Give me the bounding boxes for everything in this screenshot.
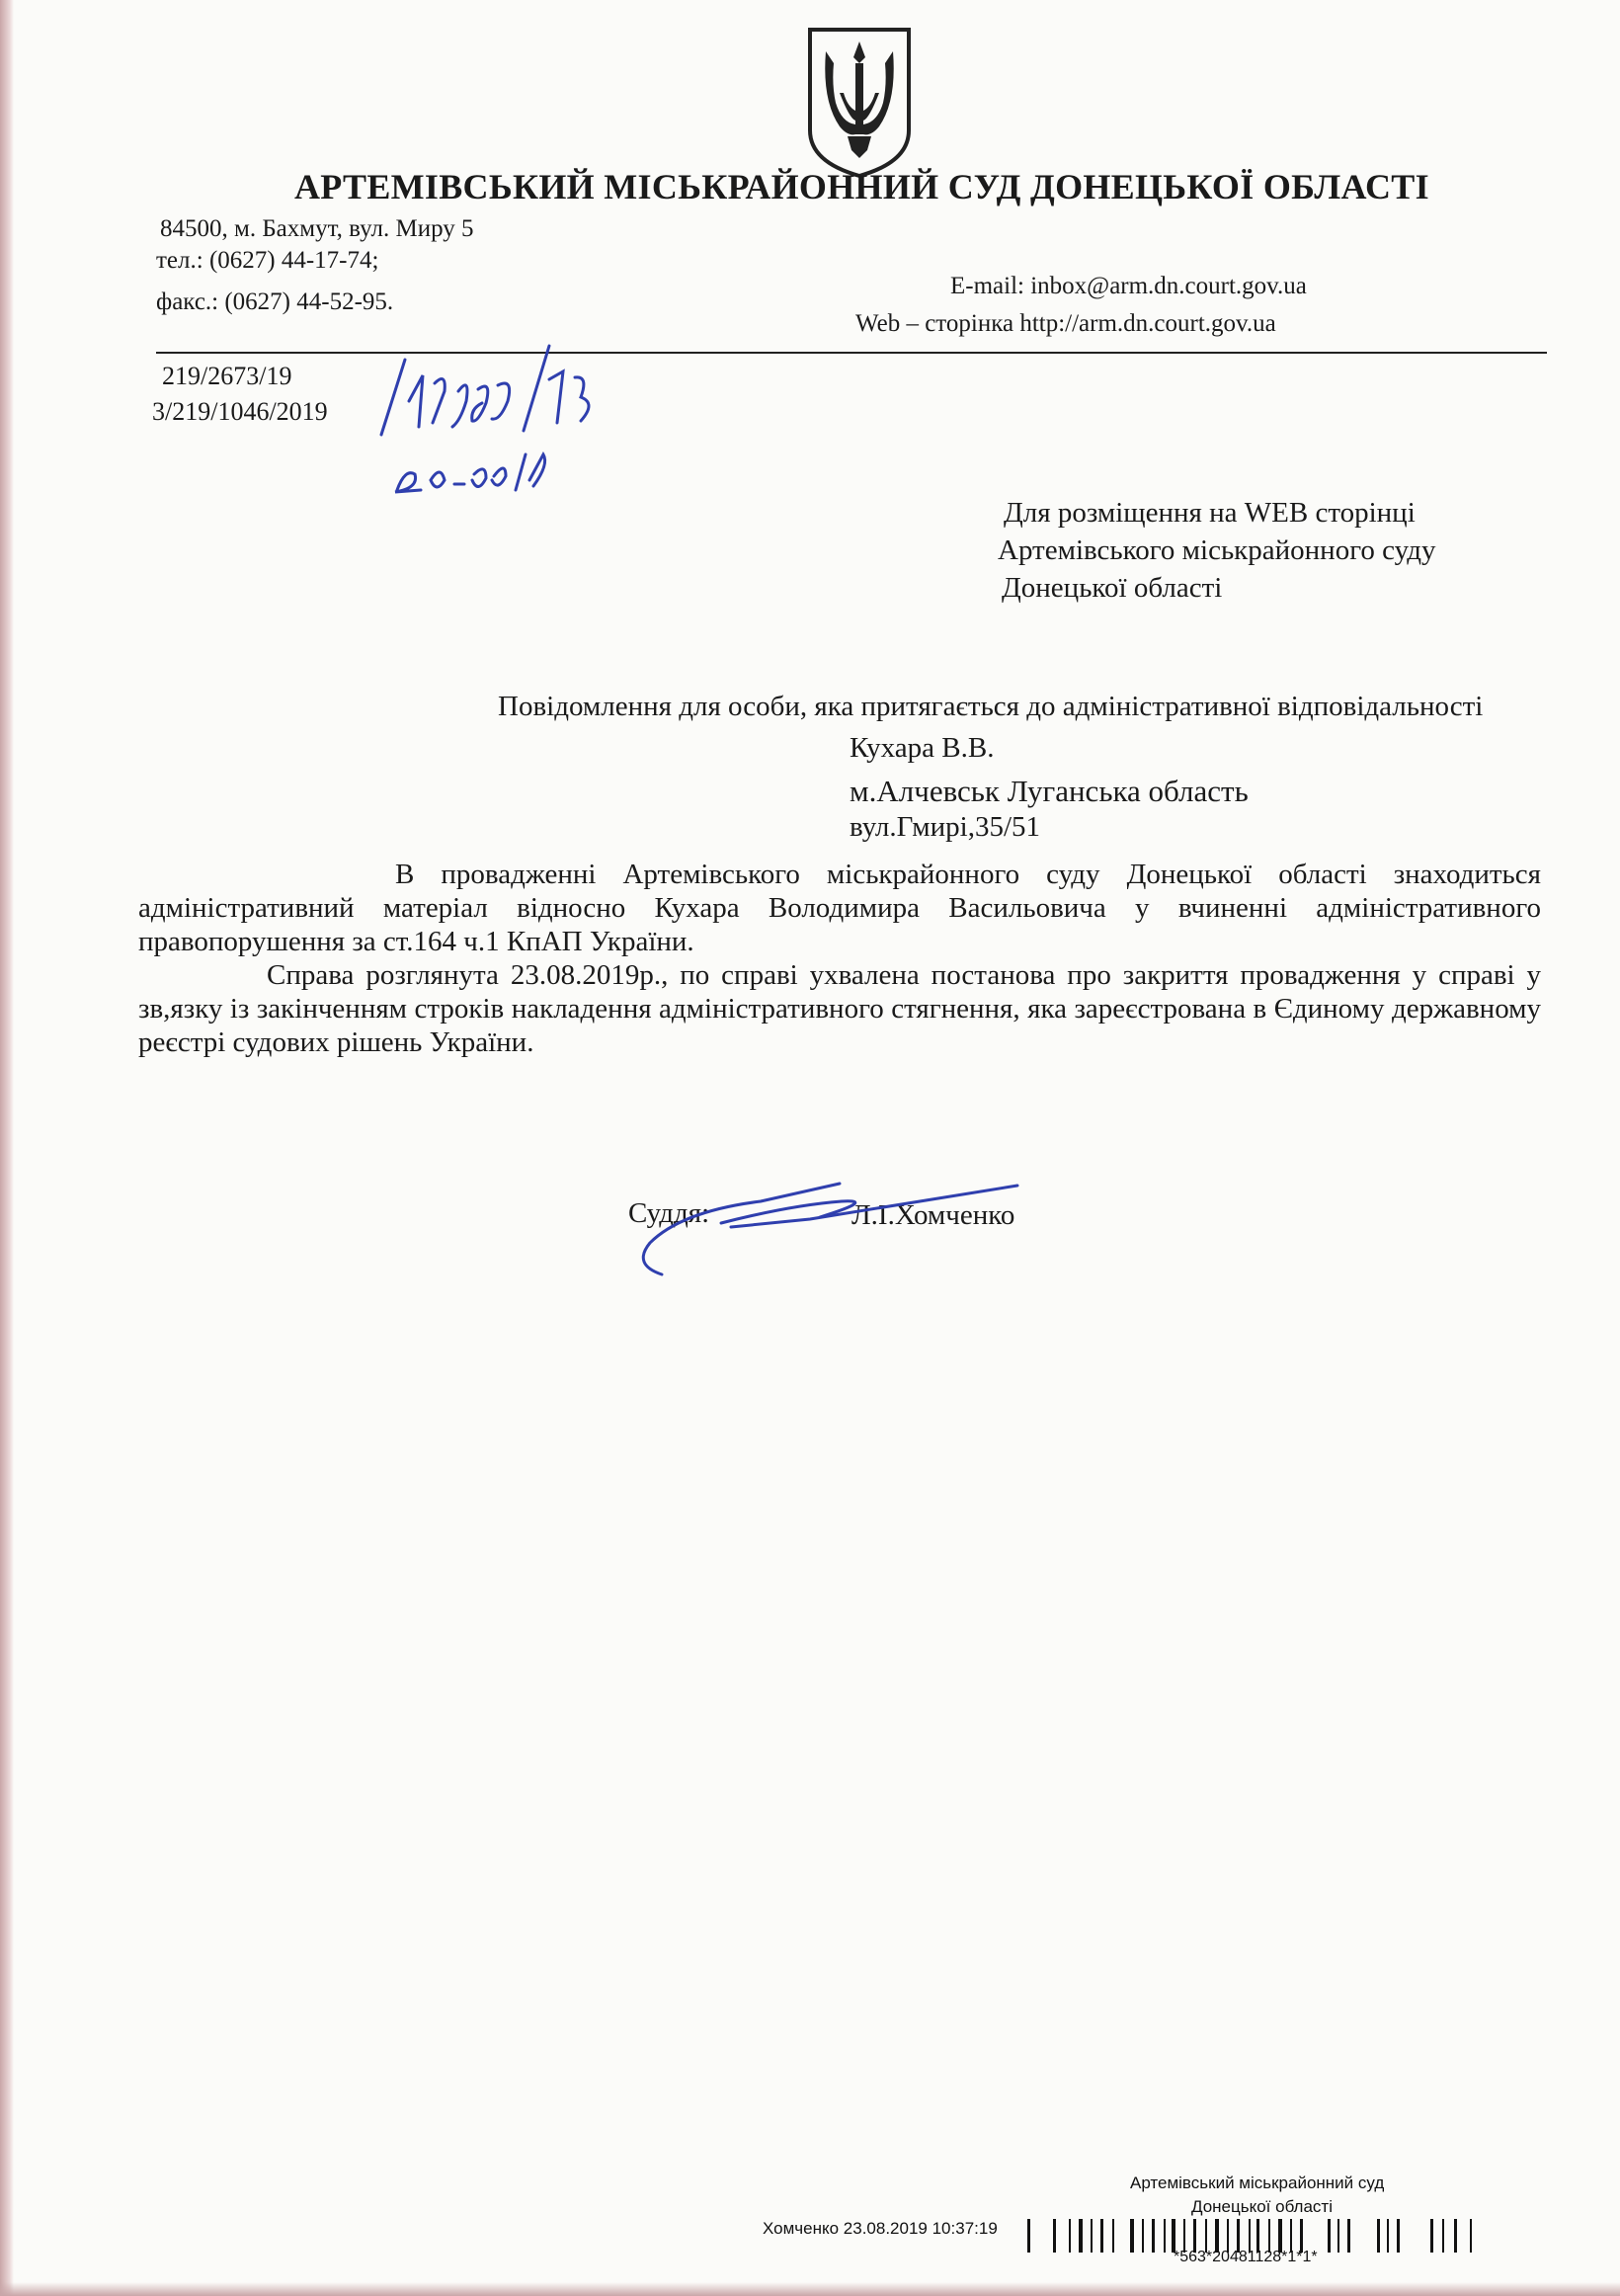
court-phone: тел.: (0627) 44-17-74; [156,247,379,274]
barcode-code: *563*20481128*1*1* [1174,2249,1318,2265]
stamp-signed-timestamp: Хомченко 23.08.2019 10:37:19 [763,2219,998,2238]
placement-note-line1: Для розміщення на WEB сторінці [1004,497,1416,529]
scan-edge-left [0,0,14,2296]
trident-icon [800,24,919,182]
addressee-street: вул.Гмирі,35/51 [850,811,1041,843]
proceeding-number: 3/219/1046/2019 [152,397,328,426]
court-email: E-mail: inbox@arm.dn.court.gov.ua [950,273,1307,299]
handwritten-registration-mark [375,332,612,500]
notice-body [138,858,1541,1059]
addressee-name: Кухара В.В. [850,732,995,764]
stamp-court-line2: Донецької області [1191,2197,1333,2216]
addressee-city: м.Алчевськ Луганська область [850,774,1249,808]
scan-edge-bottom [0,2282,1620,2296]
header-divider [156,352,1547,354]
placement-note-line3: Донецької області [1002,572,1223,604]
notice-heading: Повідомлення для особи, яка притягається до адміністративної відповідальності [498,691,1484,722]
judge-name: Л.І.Хомченко [851,1199,1015,1231]
placement-note-line2: Артемівського міськрайонного суду [998,534,1436,566]
judge-label: Суддя: [628,1197,710,1229]
body-paragraph-1: В провадженні Артемівського міськрайонного суду Донецької області знаходиться адміністративний матеріал відносно Кухара Володимира Васильовича у вчиненні адміністративного правопорушення за ст.164 ч.1 КпАП України. [138,859,1541,957]
stamp-court-line1: Артемівський міськрайонний суд [1130,2173,1385,2192]
court-fax: факс.: (0627) 44-52-95. [156,288,394,315]
judge-signature [622,1166,1027,1284]
court-title: АРТЕМІВСЬКИЙ МІСЬКРАЙОННИЙ СУД ДОНЕЦЬКОЇ ОБЛАСТІ [294,167,1429,206]
court-address: 84500, м. Бахмут, вул. Миру 5 [160,215,474,242]
body-paragraph-2: Справа розглянута 23.08.2019р., по справі ухвалена постанова про закриття провадження у справі у зв,язку із закінченням строків накладення адміністративного стягнення, яка зареєстрована в Єдиному державному реєстрі судових рішень України. [138,959,1541,1058]
case-number: 219/2673/19 [162,362,292,390]
court-website: Web – сторінка http://arm.dn.court.gov.ua [855,310,1276,337]
